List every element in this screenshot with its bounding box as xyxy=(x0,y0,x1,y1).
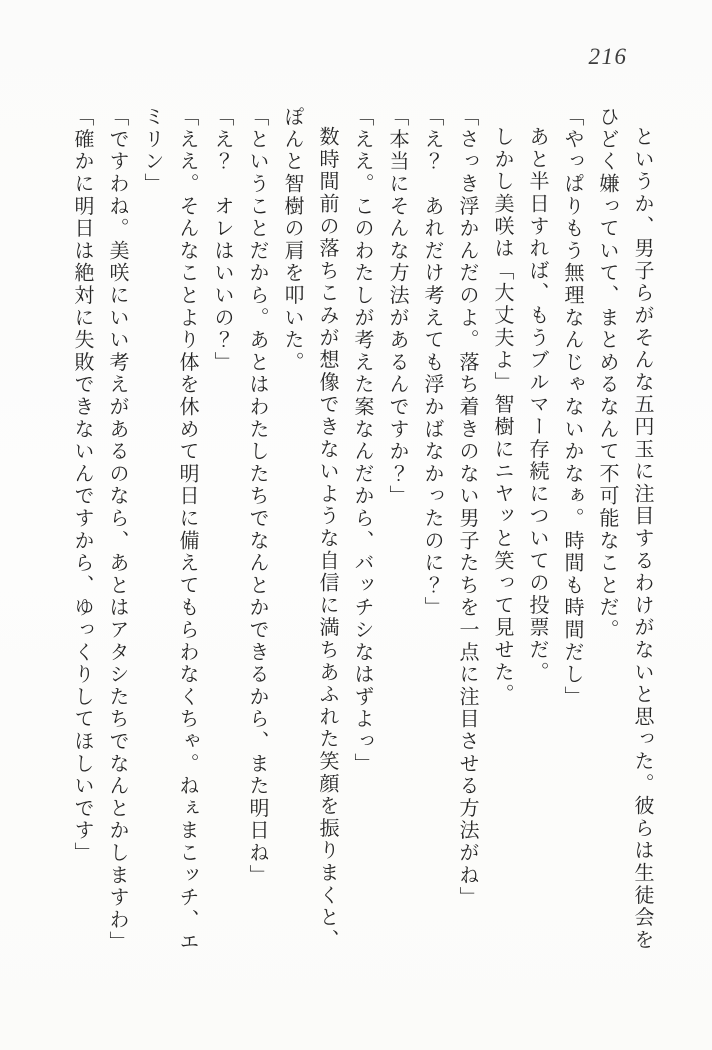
paragraph-dialogue: 「ええ。そんなことより体を休めて明日に備えてもらわなくちゃ。ねぇまこッチ、エミリン」 xyxy=(141,106,198,954)
paragraph-narration: 数時間前の落ちこみが想像できないような自信に満ちあふれた笑顔を振りまくと、ぽんと智樹の肩を叩いた。 xyxy=(281,106,338,952)
paragraph-dialogue: 「ということだから。あとはわたしたちでなんとかできるから、また明日ね」 xyxy=(246,106,268,887)
paragraph-dialogue: 「ですわね。美咲にいい考えがあるのなら、あとはアタシたちでなんとかしますわ」 xyxy=(106,106,128,954)
novel-text-block xyxy=(64,106,659,958)
paragraph-narration: しかし美咲は「大丈夫よ」智樹にニヤッと笑って見せた。 xyxy=(491,126,513,706)
paragraph-dialogue: 「本当にそんな方法があるんですか？」 xyxy=(386,106,408,508)
page-number: 216 xyxy=(588,44,628,69)
paragraph-dialogue: 「え？ オレはいいの？」 xyxy=(211,106,233,374)
paragraph-dialogue: 「やっぱりもう無理なんじゃないかなぁ。時間も時間だし」 xyxy=(561,106,583,709)
paragraph-narration: というか、男子らがそんな五円玉に注目するわけがないと思った。彼らは生徒会をひどく嫌っていて、まとめるなんて不可能なことだ。 xyxy=(596,106,653,952)
paragraph-narration: あと半日すれば、もうブルマー存続についての投票だ。 xyxy=(526,126,548,684)
paragraph-dialogue: 「確かに明日は絶対に失敗できないんですから、ゆっくりしてほしいです」 xyxy=(71,106,93,865)
paragraph-dialogue: 「ええ。このわたしが考えた案なんだから、バッチシなはずよっ」 xyxy=(351,106,373,775)
paragraph-dialogue: 「さっき浮かんだのよ。落ち着きのない男子たちを一点に注目させる方法がね」 xyxy=(456,106,478,909)
paragraph-dialogue: 「え？ あれだけ考えても浮かばなかったのに？」 xyxy=(421,106,443,619)
